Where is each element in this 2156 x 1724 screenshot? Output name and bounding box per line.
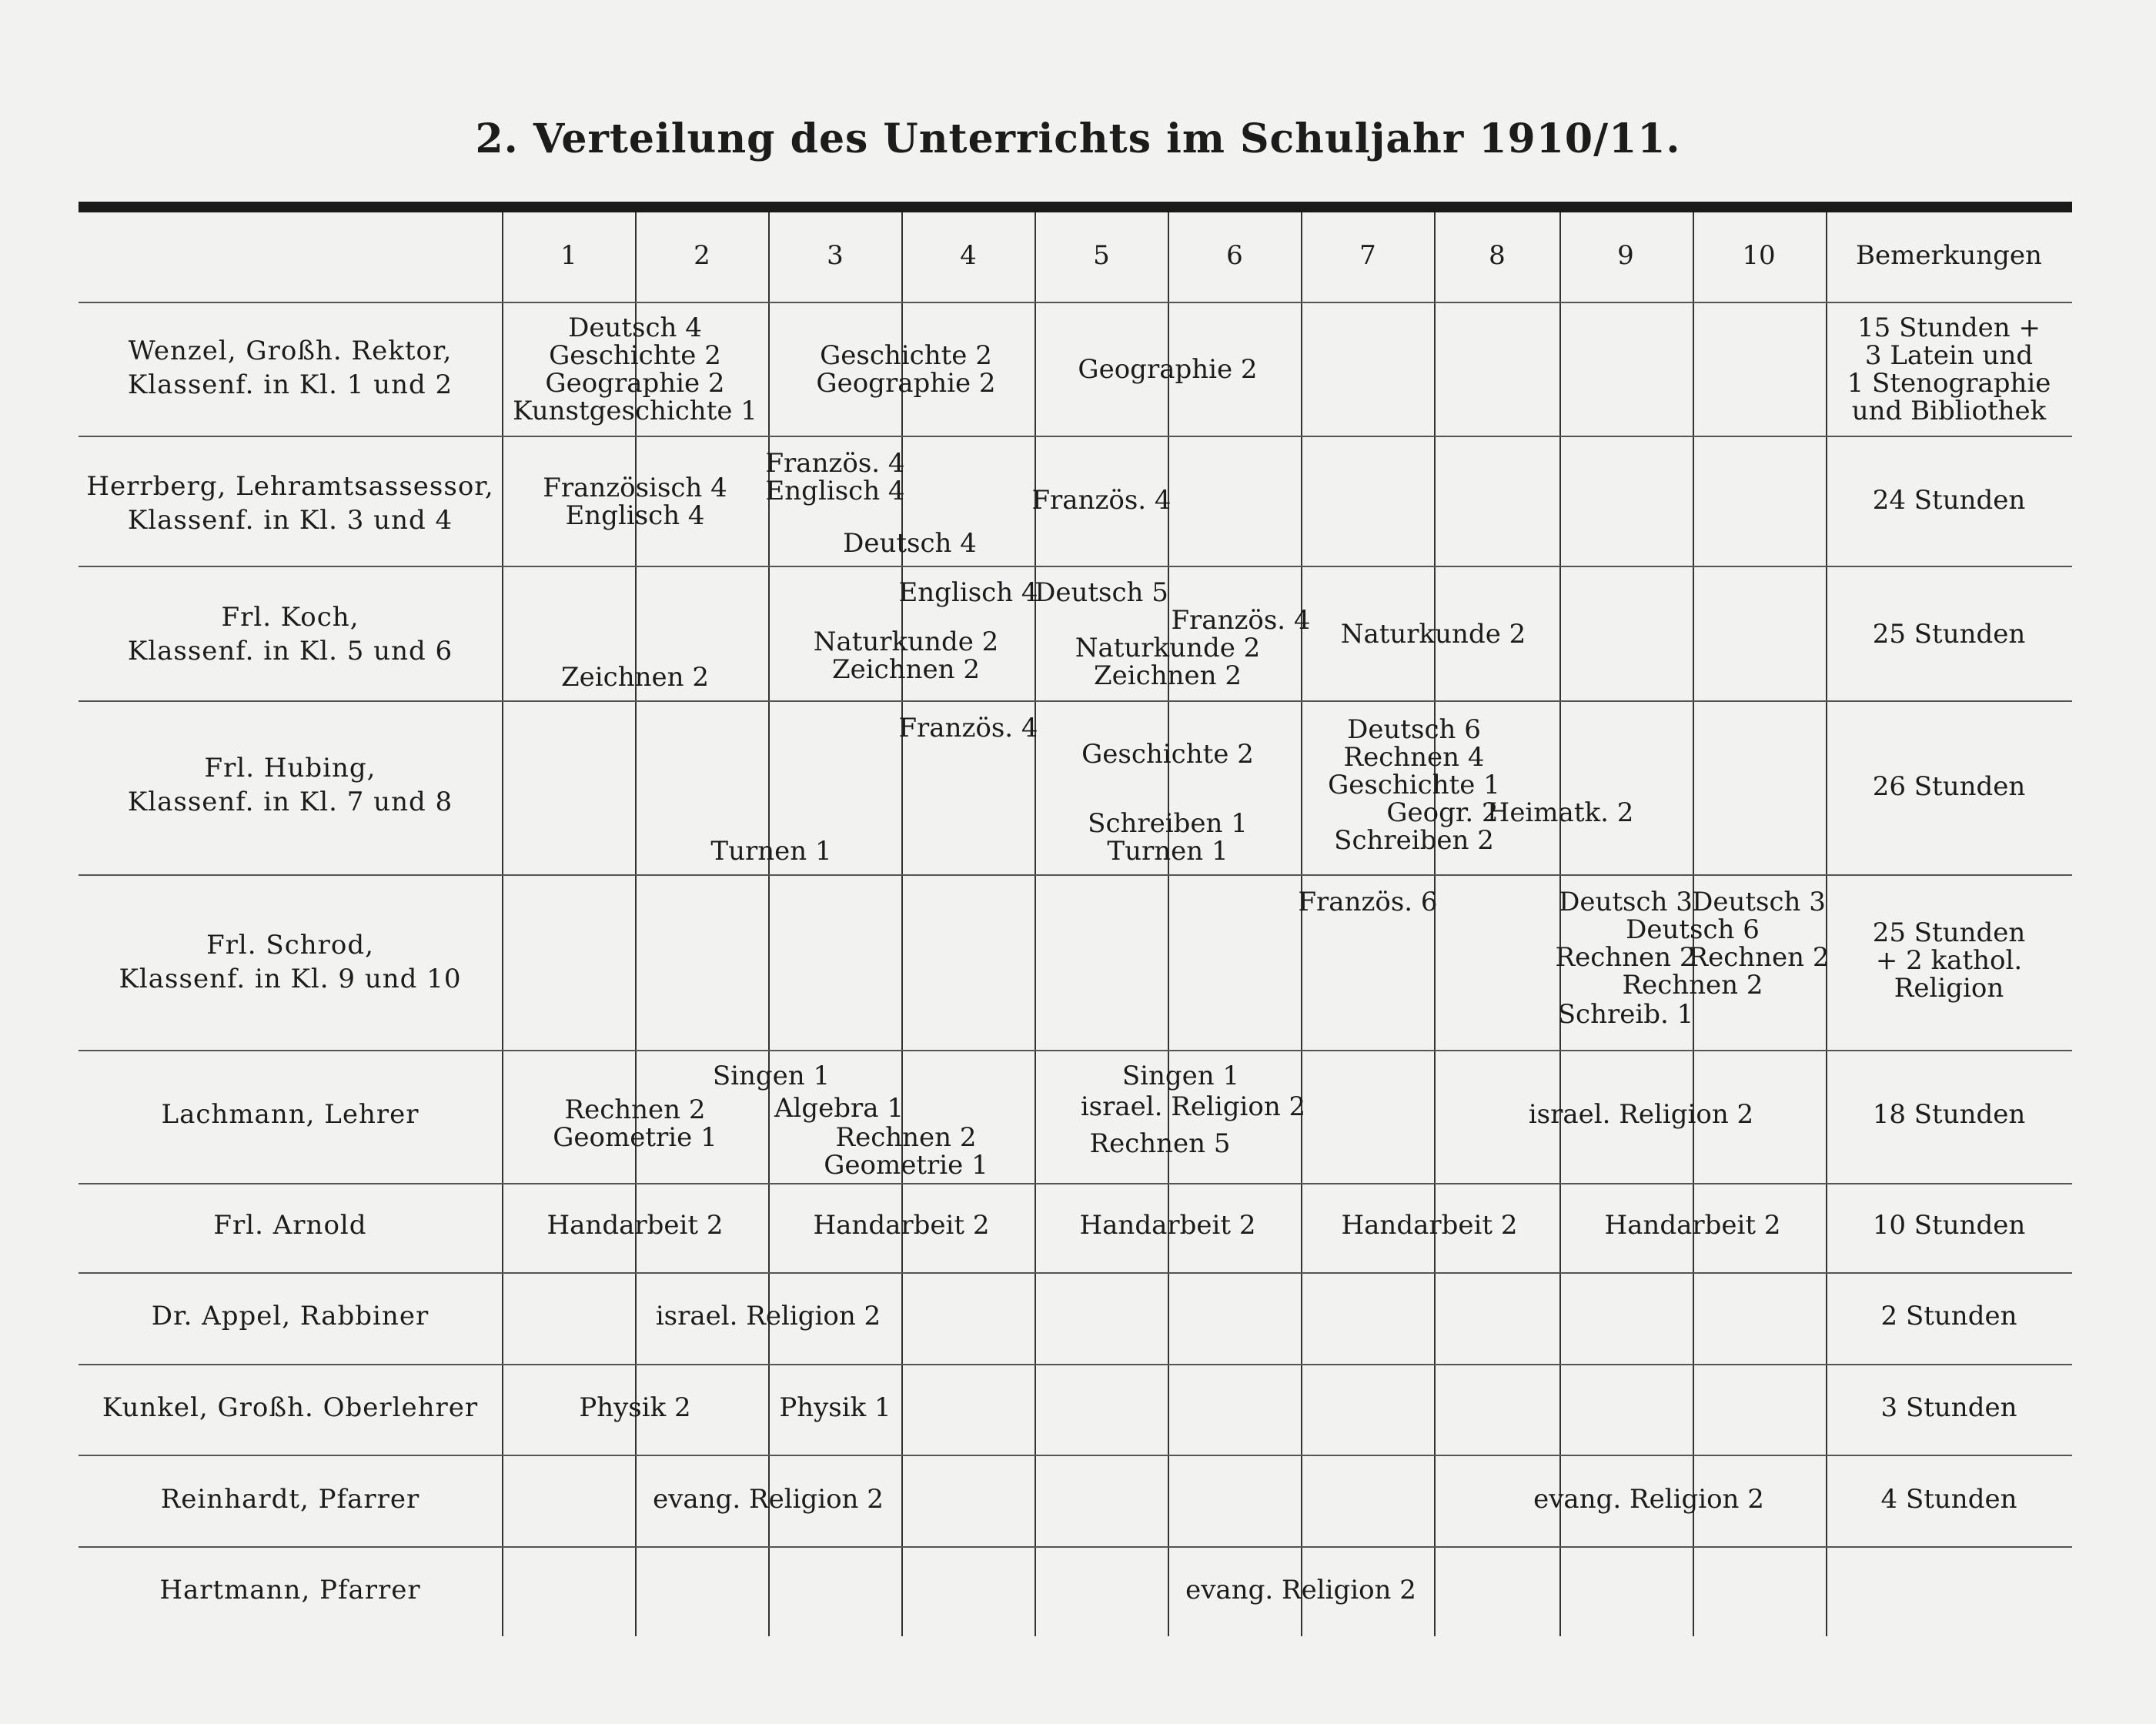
column-header: 6 xyxy=(1226,240,1243,271)
lesson-cell: Geogr. 2 xyxy=(1386,797,1499,828)
lesson-cell: Turnen 1 xyxy=(1107,836,1228,867)
col-divider xyxy=(901,212,903,1636)
lesson-cell: Englisch 4 xyxy=(765,476,905,506)
lesson-cell: Schreiben 2 xyxy=(1334,825,1494,856)
teacher-name: Frl. Hubing, xyxy=(204,753,376,783)
col-divider xyxy=(502,212,503,1636)
lesson-cell: Physik 2 xyxy=(579,1392,691,1423)
lesson-cell: Handarbeit 2 xyxy=(1604,1210,1781,1241)
col-divider xyxy=(1301,212,1302,1636)
row-divider xyxy=(79,436,2072,437)
lesson-cell: Geometrie 1 xyxy=(824,1150,988,1181)
lesson-cell: Singen 1 xyxy=(1121,1061,1240,1091)
lesson-cell: Handarbeit 2 xyxy=(1341,1210,1518,1241)
lesson-cell: israel. Religion 2 xyxy=(1080,1091,1306,1122)
lesson-cell: Rechnen 2 xyxy=(1555,942,1696,973)
row-divider xyxy=(79,302,2072,303)
column-header: 1 xyxy=(560,240,577,271)
teacher-name: Hartmann, Pfarrer xyxy=(159,1575,421,1605)
row-divider xyxy=(79,566,2072,567)
lesson-cell: israel. Religion 2 xyxy=(655,1301,881,1331)
lesson-cell: evang. Religion 2 xyxy=(653,1484,884,1515)
lesson-cell: Naturkunde 2 xyxy=(813,626,999,657)
lesson-cell: Rechnen 2 xyxy=(564,1094,706,1125)
col-divider xyxy=(1826,212,1827,1636)
lesson-cell: Deutsch 3 xyxy=(1559,887,1693,917)
lesson-cell: Deutsch 3 xyxy=(1692,887,1826,917)
row-divider xyxy=(79,1272,2072,1274)
page-title: 2. Verteilung des Unterrichts im Schuljahr 1910/11. xyxy=(475,115,1681,162)
lesson-cell: Schreib. 1 xyxy=(1557,999,1694,1030)
lesson-cell: Deutsch 5 xyxy=(1035,577,1168,608)
teacher-role: Klassenf. in Kl. 9 und 10 xyxy=(119,964,462,994)
teacher-role: Klassenf. in Kl. 5 und 6 xyxy=(127,636,453,667)
lesson-cell: Rechnen 5 xyxy=(1089,1128,1231,1159)
column-header: 9 xyxy=(1617,240,1634,271)
remarks-cell: 4 Stunden xyxy=(1880,1484,2017,1515)
table-top-rule xyxy=(79,202,2072,212)
lesson-cell: Deutsch 6 xyxy=(1347,714,1481,745)
teacher-name: Kunkel, Großh. Oberlehrer xyxy=(102,1392,479,1423)
column-header: 2 xyxy=(694,240,710,271)
remarks-cell: 3 Latein und xyxy=(1864,340,2034,371)
remarks-cell: 26 Stunden xyxy=(1872,771,2026,802)
lesson-cell: Naturkunde 2 xyxy=(1075,633,1261,663)
column-header: 7 xyxy=(1359,240,1376,271)
teacher-name: Herrberg, Lehramtsassessor, xyxy=(86,471,494,502)
lesson-cell: Kunstgeschichte 1 xyxy=(513,396,757,426)
lesson-cell: Geschichte 1 xyxy=(1328,770,1500,800)
lesson-cell: Schreiben 1 xyxy=(1088,808,1248,839)
lesson-cell: Singen 1 xyxy=(712,1061,831,1091)
remarks-cell: 2 Stunden xyxy=(1880,1301,2017,1331)
lesson-cell: Geometrie 1 xyxy=(553,1122,717,1153)
column-header: 10 xyxy=(1742,240,1776,271)
lesson-cell: Physik 1 xyxy=(779,1392,891,1423)
lesson-cell: Französ. 4 xyxy=(1031,485,1172,516)
lesson-cell: Zeichnen 2 xyxy=(561,662,709,693)
lesson-cell: Handarbeit 2 xyxy=(813,1210,990,1241)
teacher-name: Reinhardt, Pfarrer xyxy=(160,1484,420,1515)
lesson-cell: Deutsch 4 xyxy=(843,528,977,559)
lesson-cell: Englisch 4 xyxy=(565,500,705,531)
column-header: 5 xyxy=(1093,240,1110,271)
lesson-cell: evang. Religion 2 xyxy=(1533,1484,1764,1515)
lesson-cell: Turnen 1 xyxy=(710,836,832,867)
lesson-cell: Zeichnen 2 xyxy=(832,654,980,685)
teacher-name: Lachmann, Lehrer xyxy=(161,1099,420,1130)
col-divider xyxy=(1559,212,1561,1636)
teacher-role: Klassenf. in Kl. 3 und 4 xyxy=(127,505,453,536)
lesson-cell: Französisch 4 xyxy=(543,473,727,503)
lesson-cell: Französ. 4 xyxy=(765,448,905,479)
column-header: 4 xyxy=(960,240,977,271)
lesson-cell: Heimatk. 2 xyxy=(1486,797,1634,828)
teacher-role: Klassenf. in Kl. 1 und 2 xyxy=(127,369,453,400)
lesson-cell: Geographie 2 xyxy=(1078,354,1258,385)
lesson-cell: Rechnen 2 xyxy=(1688,942,1830,973)
row-divider xyxy=(79,1455,2072,1456)
lesson-cell: Handarbeit 2 xyxy=(1079,1210,1256,1241)
lesson-cell: Rechnen 2 xyxy=(835,1122,977,1153)
lesson-cell: Geographie 2 xyxy=(816,368,996,399)
remarks-cell: 10 Stunden xyxy=(1872,1210,2026,1241)
remarks-cell: 25 Stunden xyxy=(1872,619,2026,650)
teacher-name: Wenzel, Großh. Rektor, xyxy=(128,336,453,366)
remarks-cell: 25 Stunden xyxy=(1872,917,2026,948)
remarks-cell: 24 Stunden xyxy=(1872,485,2026,516)
teacher-role: Klassenf. in Kl. 7 und 8 xyxy=(127,787,453,817)
lesson-cell: Zeichnen 2 xyxy=(1094,660,1242,691)
distribution-table xyxy=(79,212,2072,1636)
lesson-cell: Französ. 6 xyxy=(1298,887,1438,917)
lesson-cell: Geschichte 2 xyxy=(1081,739,1254,770)
lesson-cell: Geschichte 2 xyxy=(820,340,992,371)
lesson-cell: Algebra 1 xyxy=(774,1093,904,1124)
column-header: 8 xyxy=(1489,240,1506,271)
remarks-cell: 15 Stunden + xyxy=(1857,312,2041,343)
teacher-name: Dr. Appel, Rabbiner xyxy=(151,1301,430,1331)
lesson-cell: Handarbeit 2 xyxy=(547,1210,724,1241)
lesson-cell: israel. Religion 2 xyxy=(1528,1099,1754,1130)
col-divider xyxy=(768,212,770,1636)
remarks-header: Bemerkungen xyxy=(1856,240,2042,271)
remarks-cell: und Bibliothek xyxy=(1851,396,2047,426)
lesson-cell: Englisch 4 xyxy=(898,577,1038,608)
column-header: 3 xyxy=(827,240,844,271)
row-divider xyxy=(79,874,2072,876)
row-divider xyxy=(79,1183,2072,1184)
teacher-name: Frl. Koch, xyxy=(221,602,359,633)
lesson-cell: evang. Religion 2 xyxy=(1185,1575,1416,1605)
remarks-cell: Religion xyxy=(1894,973,2004,1004)
row-divider xyxy=(79,1546,2072,1548)
col-divider xyxy=(1434,212,1436,1636)
col-divider xyxy=(1168,212,1169,1636)
row-divider xyxy=(79,1364,2072,1365)
lesson-cell: Rechnen 2 xyxy=(1622,970,1763,1001)
remarks-cell: 3 Stunden xyxy=(1880,1392,2017,1423)
remarks-cell: 1 Stenographie xyxy=(1847,368,2051,399)
teacher-name: Frl. Schrod, xyxy=(206,930,374,961)
lesson-cell: Naturkunde 2 xyxy=(1340,619,1526,650)
lesson-cell: Französ. 4 xyxy=(1171,605,1311,636)
remarks-cell: 18 Stunden xyxy=(1872,1099,2026,1130)
lesson-cell: Französ. 4 xyxy=(898,713,1038,743)
lesson-cell: Geographie 2 xyxy=(545,368,725,399)
lesson-cell: Rechnen 4 xyxy=(1343,742,1485,773)
lesson-cell: Deutsch 6 xyxy=(1626,914,1760,945)
remarks-cell: + 2 kathol. xyxy=(1875,945,2023,976)
lesson-cell: Deutsch 4 xyxy=(568,312,702,343)
row-divider xyxy=(79,1050,2072,1051)
col-divider xyxy=(1035,212,1036,1636)
row-divider xyxy=(79,700,2072,702)
teacher-name: Frl. Arnold xyxy=(213,1210,367,1241)
lesson-cell: Geschichte 2 xyxy=(549,340,721,371)
